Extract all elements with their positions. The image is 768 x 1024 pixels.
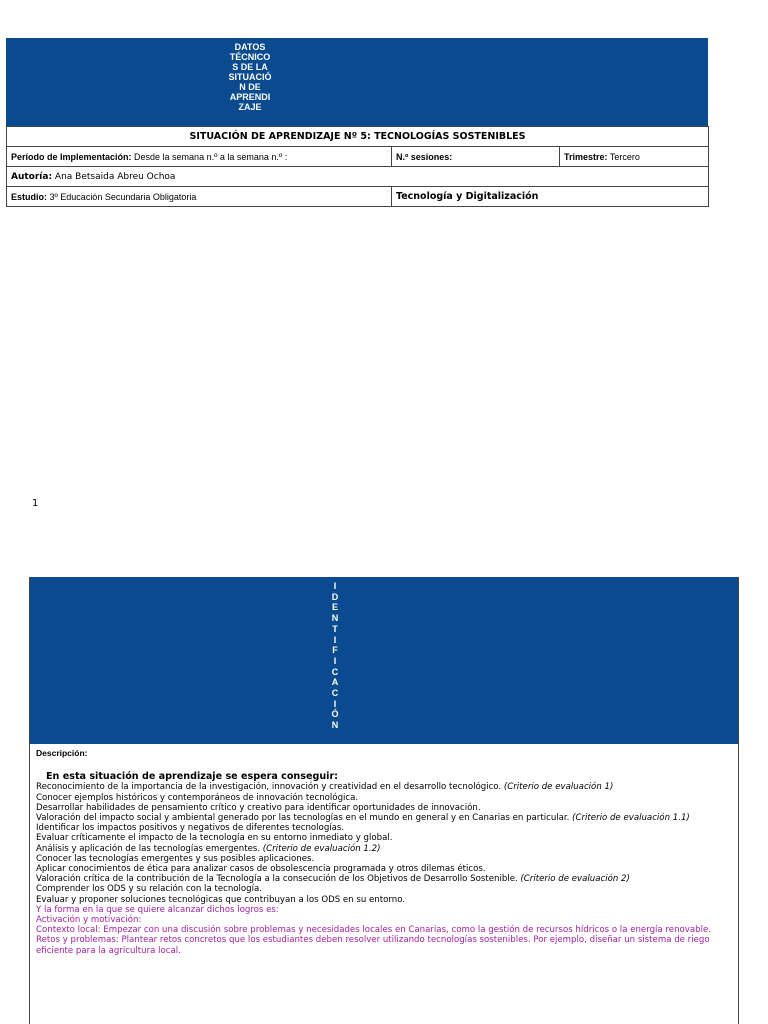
descripcion-line bbox=[36, 864, 732, 874]
sesiones-label: N.º sesiones: bbox=[396, 151, 453, 162]
descripcion-block bbox=[30, 744, 738, 956]
descripcion-lines bbox=[36, 782, 732, 904]
descripcion-purple-line: Y la forma en la que se quiere alcanzar dichos logros es: bbox=[36, 904, 279, 915]
criterio-ref: (Criterio de evaluación 2) bbox=[520, 874, 630, 885]
autoria-label: Autoría: bbox=[11, 171, 53, 182]
autoria-value: Ana Betsaida Abreu Ochoa bbox=[52, 171, 176, 182]
descripcion-purple-lines bbox=[36, 905, 732, 956]
periodo-value: Desde la semana n.º a la semana n.º : bbox=[131, 151, 288, 162]
criterio-ref: (Criterio de evaluación 1) bbox=[503, 782, 614, 793]
autoria-cell bbox=[7, 167, 709, 187]
criterio-ref: (Criterio de evaluación 1.1) bbox=[572, 813, 690, 824]
descripcion-purple-line: Activación y motivación: bbox=[36, 915, 142, 926]
trimestre-value: Tercero bbox=[607, 151, 640, 162]
periodo-label: Período de Implementación: bbox=[11, 151, 132, 162]
datos-tecnicos-section bbox=[6, 38, 708, 206]
descripcion-line-text: Desarrollar habilidades de pensamiento crítico y creativo para identificar oportunidades de innovación. bbox=[36, 802, 481, 813]
descripcion-line-text: Conocer ejemplos históricos y contemporáneos de innovación tecnológica. bbox=[36, 792, 359, 803]
descripcion-line-text: Reconocimiento de la importancia de la investigación, innovación y creatividad en el desarrollo tecnológico. bbox=[36, 782, 504, 793]
identificacion-title: I D E N T I F I C A C I Ó N bbox=[331, 581, 339, 731]
datos-tecnicos-band bbox=[6, 38, 708, 126]
descripcion-line bbox=[36, 813, 732, 823]
descripcion-line-text: Conocer las tecnologías emergentes y sus posibles aplicaciones. bbox=[36, 853, 315, 864]
page-number: 1 bbox=[32, 498, 39, 509]
estudio-cell bbox=[7, 187, 392, 207]
descripcion-line-text: Aplicar conocimientos de ética para analizar casos de obsolescencia programada y otros dilemas éticos. bbox=[36, 864, 486, 875]
trimestre-cell bbox=[560, 147, 709, 167]
periodo-cell bbox=[7, 147, 392, 167]
estudio-value: 3º Educación Secundaria Obligatoria bbox=[47, 191, 197, 202]
descripcion-line-text: Comprender los ODS y su relación con la tecnología. bbox=[36, 884, 263, 895]
estudio-label: Estudio: bbox=[11, 191, 47, 202]
descripcion-line bbox=[36, 823, 732, 833]
datos-tecnicos-title: DATOS TÉCNICO S DE LA SITUACIÓ N DE APRENDI ZAJE bbox=[228, 42, 272, 112]
descripcion-line-text: Valoración crítica de la contribución de la Tecnología a la consecución de los Objetivos de Desarrollo Sostenible. bbox=[36, 874, 521, 885]
descripcion-line-text: Valoración del impacto social y ambiental generado por las tecnologías en el mundo en general y en Canarias en particular. bbox=[36, 813, 573, 824]
materia-cell: Tecnología y Digitalización bbox=[392, 187, 709, 207]
descripcion-line-text: Evaluar y proponer soluciones tecnológicas que contribuyan a los ODS en su entorno. bbox=[36, 894, 406, 905]
descripcion-line bbox=[36, 803, 732, 813]
descripcion-line bbox=[36, 895, 732, 905]
descripcion-line bbox=[36, 844, 732, 854]
descripcion-line bbox=[36, 854, 732, 864]
situation-title: SITUACIÓN DE APRENDIZAJE Nº 5: TECNOLOGÍAS SOSTENIBLES bbox=[7, 127, 709, 147]
datos-tecnicos-table bbox=[6, 126, 709, 207]
identificacion-section bbox=[29, 577, 739, 1024]
descripcion-line bbox=[36, 884, 732, 894]
descripcion-line bbox=[36, 874, 732, 884]
descripcion-line-text: Identificar los impactos positivos y negativos de diferentes tecnologías. bbox=[36, 823, 345, 834]
descripcion-line bbox=[36, 782, 732, 792]
trimestre-label: Trimestre: bbox=[564, 151, 608, 162]
descripcion-line bbox=[36, 793, 732, 803]
descripcion-line-text: Evaluar críticamente el impacto de la tecnología en su entorno inmediato y global. bbox=[36, 833, 393, 844]
descripcion-purple-line: Retos y problemas: Plantear retos concretos que los estudiantes deben resolver utilizando tecnologías sostenibles. Por ejemplo, diseñar un sistema de riego eficiente para la agricultura local. bbox=[36, 935, 710, 956]
descripcion-line bbox=[36, 833, 732, 843]
descripcion-purple-line: Contexto local: Empezar con una discusión sobre problemas y necesidades locales en Canarias, como la gestión de recursos hídricos o la energía renovable. bbox=[36, 925, 711, 936]
descripcion-label: Descripción: bbox=[36, 748, 88, 758]
descripcion-lead: En esta situación de aprendizaje se espera conseguir: bbox=[46, 771, 339, 783]
sesiones-cell bbox=[392, 147, 560, 167]
criterio-ref: (Criterio de evaluación 1.2) bbox=[262, 843, 381, 854]
descripcion-line-text: Análisis y aplicación de las tecnologías emergentes. bbox=[36, 843, 263, 854]
identificacion-band bbox=[30, 577, 738, 744]
